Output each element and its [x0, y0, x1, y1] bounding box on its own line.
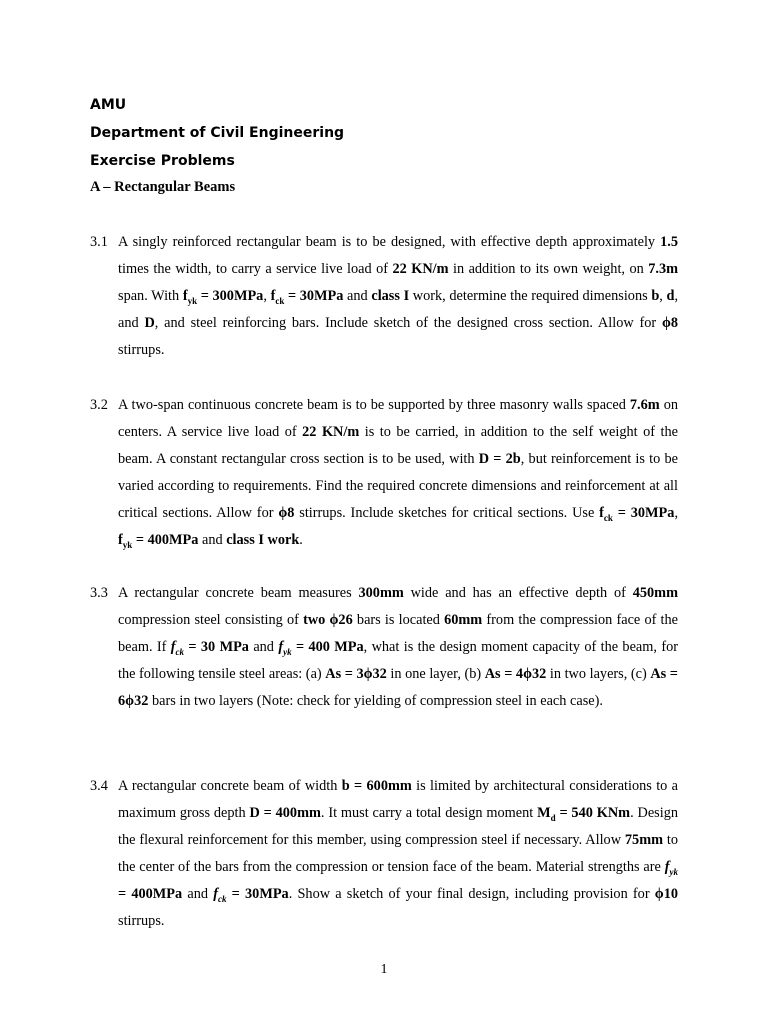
- bold-text: 75mm: [624, 832, 664, 848]
- bold-text: 300mm: [358, 585, 404, 601]
- text-run: bars in two layers (Note: check for yielding of compression steel in each case).: [148, 693, 603, 709]
- problem-text: [118, 773, 678, 935]
- page-number: 1: [380, 962, 388, 977]
- text-run: ,: [659, 288, 667, 304]
- bold-text: b = 600mm: [341, 778, 412, 794]
- bold-text: f: [118, 532, 123, 548]
- bold-text: f: [278, 639, 284, 655]
- bold-text: d: [666, 288, 675, 304]
- text-run: ,: [674, 505, 679, 521]
- text-run: span. With: [118, 288, 183, 304]
- bold-text: As = 6ϕ32: [118, 666, 678, 709]
- text-run: . It must carry a total design moment: [320, 805, 538, 821]
- problem-number: 3.2: [90, 397, 108, 413]
- text-run: from the compression face of the beam. If: [118, 612, 678, 655]
- text-run: and: [198, 532, 227, 548]
- bold-text: f: [270, 288, 276, 304]
- bold-text: = 30MPa: [284, 288, 344, 304]
- bold-text: 22 KN/m: [302, 424, 360, 440]
- bold-text: 450mm: [632, 585, 678, 601]
- bold-text: 7.3m: [648, 261, 678, 277]
- bold-text: f: [213, 886, 218, 902]
- problem-item: [90, 392, 678, 554]
- bold-text: M: [537, 805, 551, 821]
- bold-text: = 30MPa: [226, 886, 289, 902]
- problem-item: [90, 580, 678, 715]
- problem-text: [118, 580, 678, 715]
- text-run: A rectangular concrete beam of width: [118, 778, 342, 794]
- bold-text: yk: [122, 539, 133, 550]
- text-run: stirrups.: [118, 342, 165, 358]
- bold-text: ck: [175, 646, 185, 657]
- problem-item: [90, 229, 678, 364]
- bold-text: = 30 MPa: [184, 639, 249, 655]
- text-run: and: [182, 886, 214, 902]
- bold-text: D = 2b: [478, 451, 521, 467]
- bold-text: f: [170, 639, 176, 655]
- bold-text: = 400MPa: [118, 886, 183, 902]
- text-run: compression steel consisting of: [118, 612, 304, 628]
- bold-text: 1.5: [660, 234, 678, 250]
- bold-text: class I work: [226, 532, 300, 548]
- bold-text: ϕ10: [654, 886, 678, 902]
- text-run: in one layer, (b): [386, 666, 485, 682]
- text-run: in two layers, (c): [546, 666, 651, 682]
- text-run: A singly reinforced rectangular beam is to be designed, with effective depth approximately: [118, 234, 661, 250]
- bold-text: ck: [275, 295, 285, 306]
- text-run: .: [299, 532, 303, 548]
- bold-text: yk: [187, 295, 198, 306]
- text-run: , but reinforcement is to be varied according to requirements. Find the required concrete dimensions and reinforcement at all critical sections. Allow for: [118, 451, 678, 521]
- text-run: A rectangular concrete beam measures: [118, 585, 359, 601]
- bold-text: = 300MPa: [197, 288, 264, 304]
- text-run: on centers. A service live load of: [118, 397, 678, 440]
- text-run: bars is located: [352, 612, 445, 628]
- institution-heading: AMU: [90, 97, 127, 113]
- bold-text: D: [144, 315, 155, 331]
- text-run: work, determine the required dimensions: [409, 288, 652, 304]
- bold-text: f: [182, 288, 188, 304]
- bold-text: = 400 MPa: [291, 639, 364, 655]
- section-heading: A – Rectangular Beams: [90, 179, 236, 195]
- bold-text: ck: [217, 893, 227, 904]
- bold-text: d: [550, 812, 556, 823]
- bold-text: class I: [371, 288, 410, 304]
- problem-text: [118, 229, 678, 364]
- text-run: to the center of the bars from the compression or tension face of the beam. Material strengths are: [118, 832, 678, 875]
- bold-text: = 540 KNm: [555, 805, 631, 821]
- bold-text: ϕ8: [278, 505, 295, 521]
- bold-text: 7.6m: [629, 397, 660, 413]
- bold-text: = 400MPa: [132, 532, 199, 548]
- text-run: . Show a sketch of your final design, including provision for: [288, 886, 655, 902]
- text-run: and: [248, 639, 279, 655]
- bold-text: 60mm: [444, 612, 483, 628]
- text-run: . Design the flexural reinforcement for this member, using compression steel if necessary. Allow: [118, 805, 679, 848]
- text-run: , and steel reinforcing bars. Include sketch of the designed cross section. Allow for: [154, 315, 662, 331]
- text-run: times the width, to carry a service live load of: [118, 261, 393, 277]
- problem-item: [90, 773, 678, 935]
- bold-text: ck: [603, 512, 613, 523]
- bold-text: D = 400mm: [249, 805, 321, 821]
- department-heading: Department of Civil Engineering: [90, 125, 345, 141]
- text-run: wide and has an effective depth of: [403, 585, 633, 601]
- bold-text: = 30MPa: [612, 505, 675, 521]
- bold-text: f: [664, 859, 670, 875]
- bold-text: f: [599, 505, 604, 521]
- text-run: in addition to its own weight, on: [448, 261, 649, 277]
- text-run: , what is the design moment capacity of the beam, for the following tensile steel areas: (a): [118, 639, 678, 682]
- text-run: stirrups.: [118, 913, 165, 929]
- text-run: ,: [263, 288, 271, 304]
- text-run: is limited by architectural considerations to a maximum gross depth: [118, 778, 678, 821]
- document-title: Exercise Problems: [90, 153, 235, 169]
- bold-text: ϕ8: [661, 315, 679, 331]
- bold-text: 22 KN/m: [392, 261, 449, 277]
- text-run: , and: [118, 288, 679, 331]
- text-run: and: [343, 288, 372, 304]
- problem-number: 3.1: [90, 234, 108, 250]
- bold-text: yk: [669, 866, 678, 877]
- problem-number: 3.3: [90, 585, 108, 601]
- text-run: A two-span continuous concrete beam is to be supported by three masonry walls spaced: [118, 397, 630, 413]
- bold-text: As = 3ϕ32: [325, 666, 387, 682]
- problem-number: 3.4: [90, 778, 108, 794]
- bold-text: b: [651, 288, 660, 304]
- bold-text: two ϕ26: [303, 612, 353, 628]
- bold-text: yk: [283, 646, 292, 657]
- text-run: stirrups. Include sketches for critical sections. Use: [294, 505, 600, 521]
- problem-text: [118, 392, 678, 554]
- text-run: is to be carried, in addition to the self weight of the beam. A constant rectangular cross section is to be used, with: [118, 424, 678, 467]
- bold-text: As = 4ϕ32: [484, 666, 547, 682]
